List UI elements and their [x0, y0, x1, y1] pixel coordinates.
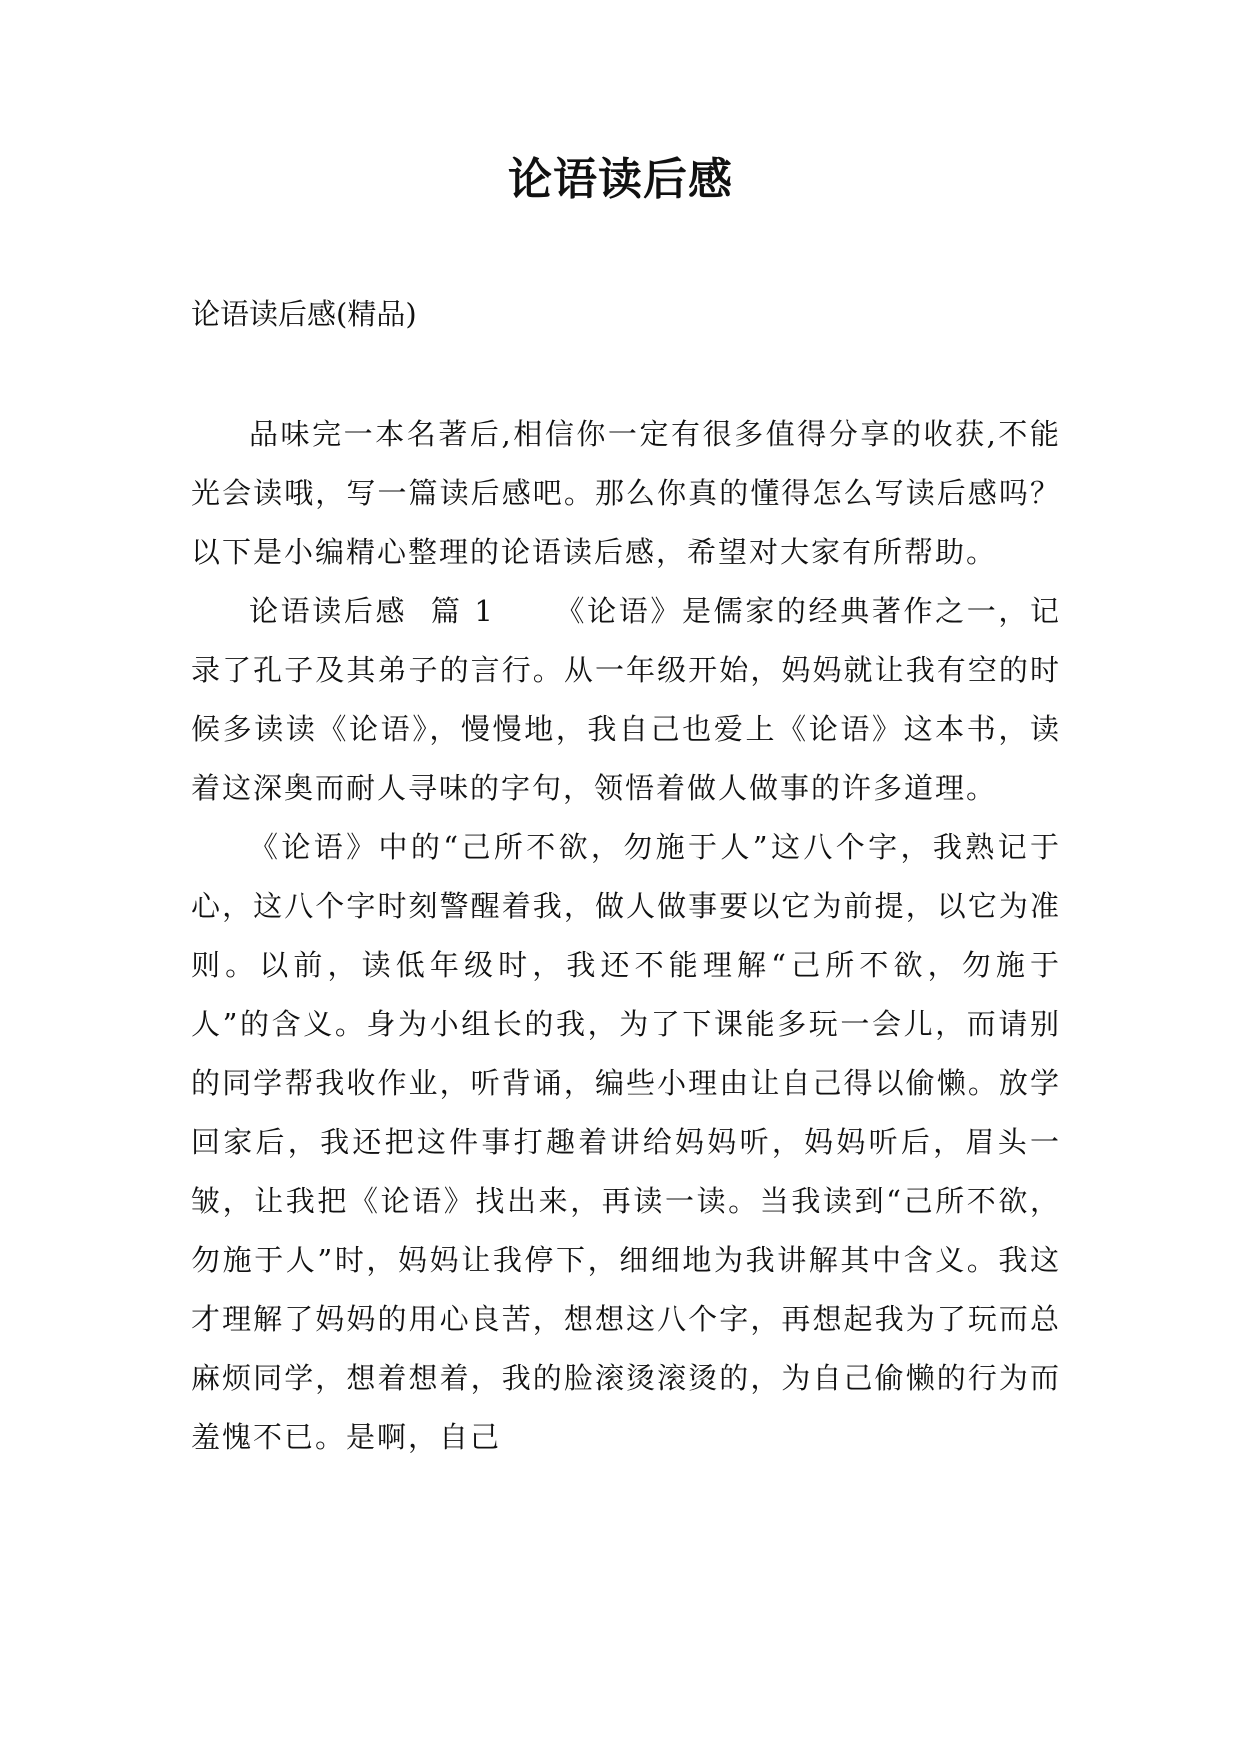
intro-paragraph: 品味完一本名著后,相信你一定有很多值得分享的收获,不能光会读哦，写一篇读后感吧。那么你真的懂得怎么写读后感吗？以下是小编精心整理的论语读后感，希望对大家有所帮助。 — [191, 417, 1061, 569]
section-label: 论语读后感 篇 1 — [249, 594, 495, 628]
section-1-paragraph — [191, 582, 1061, 818]
document-subtitle: 论语读后感(精品) — [191, 297, 417, 331]
body-paragraph-2: 《论语》中的“己所不欲，勿施于人”这八个字，我熟记于心，这八个字时刻警醒着我，做人做事要以它为前提，以它为准则。以前，读低年级时，我还不能理解“己所不欲，勿施于人”的含义。身为小组长的我，为了下课能多玩一会儿，而请别的同学帮我收作业，听背诵，编些小理由让自己得以偷懒。放学回家后，我还把这件事打趣着讲给妈妈听，妈妈听后，眉头一皱，让我把《论语》找出来，再读一读。当我读到“己所不欲，勿施于人”时，妈妈让我停下，细细地为我讲解其中含义。我这才理解了妈妈的用心良苦，想想这八个字，再想起我为了玩而总麻烦同学，想着想着，我的脸滚烫滚烫的，为自己偷懒的行为而羞愧不已。是啊，自己 — [191, 830, 1061, 1454]
document-title: 论语读后感 — [508, 154, 733, 205]
document-body — [191, 405, 1061, 1467]
section-first-paragraph: 《论语》是儒家的经典著作之一，记录了孔子及其弟子的言行。从一年级开始，妈妈就让我有空的时候多读读《论语》，慢慢地，我自己也爱上《论语》这本书，读着这深奥而耐人寻味的字句，领悟着做人做事的许多道理。 — [191, 594, 1061, 805]
